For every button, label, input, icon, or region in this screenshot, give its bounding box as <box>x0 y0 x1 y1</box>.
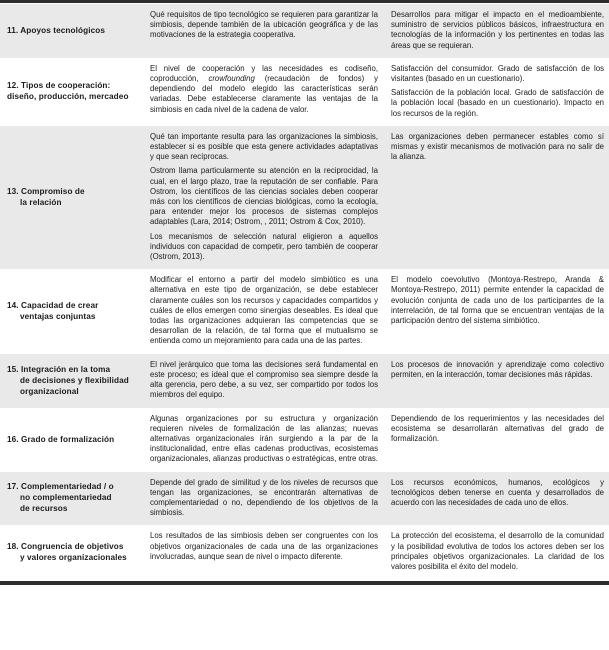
text-segment: El nivel jerárquico que toma las decisiones será fundamental en este proceso; es ideal que el compromiso sea siempre desde la alta gerencia, pero debe, a su vez, ser compartido por todos los miembros del equipo. <box>150 359 378 400</box>
criteria-table <box>0 4 609 579</box>
description-paragraph <box>150 531 378 562</box>
indicator-paragraph <box>391 10 604 51</box>
row-indicators-cell <box>383 525 609 579</box>
table-row-11-apoyos-tecnologicos <box>0 4 609 58</box>
text-segment: Los resultados de las simbiosis deben ser congruentes con los objetivos organizacionales de cada una de las organizaciones involucradas, aunque sean de nivel o impacto diferente. <box>150 531 378 561</box>
row-label-cell <box>0 126 145 269</box>
text-segment: Satisfacción del consumidor. Grado de satisfacción de los visitantes (basado en un cuestionario). <box>391 63 604 84</box>
description-paragraph <box>150 478 378 519</box>
table-row-15-integracion-en-la-toma-de-decisiones <box>0 354 609 408</box>
row-label-cell <box>0 354 145 408</box>
text-segment: Los mecanismos de selección natural eligieron a aquellos individuos con capacidad de competir, pero también de cooperar (Ostrom, 2013). <box>150 231 378 262</box>
row-label-line: de recursos <box>20 504 68 514</box>
row-indicators-cell <box>383 58 609 126</box>
text-segment: Desarrollos para mitigar el impacto en el medioambiente, suministro de servicios públicos básicos, infraestructura en tecnologías de la información y los pertinentes en todas las áreas que se requieran. <box>391 10 604 50</box>
table-row-17-complementariedad-de-recursos <box>0 472 609 526</box>
table-row-13-compromiso-de-la-relacion <box>0 126 609 269</box>
row-label-line: y valores organizacionales <box>20 552 127 562</box>
text-segment: Las organizaciones deben permanecer estables como sí mismas y existir mecanismos de motivación para no salir de la alianza. <box>391 131 604 162</box>
row-description-cell <box>145 408 383 472</box>
row-label-line: no complementariedad <box>20 493 112 503</box>
text-segment: (recaudación de fondos) y dependiendo del modelo elegido las características serán variadas. Debe establecerse claramente las ventajas de la simbiosis en cada nivel de la cadena de valor. <box>150 74 378 114</box>
table-top-rule <box>0 0 609 3</box>
description-paragraph <box>150 232 378 263</box>
text-segment: Ostrom llama particularmente su atención en la reciprocidad, la cual, en el largo plazo, trae la reputación de ser confiable. Para Ostrom, los científicos de las ciencias sociales deben cooperar más con los científicos de ciencias biológicas, como la ecología, para entender mejor los procesos de sistemas complejos adaptables (Lara, 2014; Ostrom, , 2011; Ostrom & Cox, 2010). <box>150 166 378 227</box>
text-segment: Algunas organizaciones por su estructura y organización requieren niveles de formalización de las alianzas; nuevas alternativas organizacionales irán surgiendo a la par de la institucionalidad, entre ellas cadenas productivas, ecosistemas organizacionales, alianzas productivas o estratégicas, entre otras. <box>150 413 378 464</box>
row-label-cell <box>0 525 145 579</box>
description-paragraph <box>150 275 378 346</box>
italic-term: crowfounding <box>208 74 255 84</box>
row-label-line: 13. Compromiso de <box>7 187 85 197</box>
table-row-16-grado-de-formalizacion <box>0 408 609 472</box>
row-description-cell <box>145 58 383 126</box>
table-row-12-tipos-de-cooperacion <box>0 58 609 126</box>
row-indicators-cell <box>383 354 609 408</box>
indicator-paragraph <box>391 88 604 119</box>
row-indicators-cell <box>383 472 609 526</box>
row-indicators-cell <box>383 4 609 58</box>
row-label-line: de decisiones y flexibilidad <box>20 375 129 385</box>
text-segment: El nivel de cooperación y las necesidades es codiseño, coproducción, <box>150 63 378 84</box>
indicator-paragraph <box>391 132 604 163</box>
row-label-line: diseño, producción, mercadeo <box>7 92 129 102</box>
text-segment: Los procesos de innovación y aprendizaje como colectivo permiten, en la interacción, tomar decisiones más rápidas. <box>391 359 604 379</box>
row-label-line: 16. Grado de formalización <box>7 434 115 444</box>
row-description-cell <box>145 354 383 408</box>
description-paragraph <box>150 414 378 465</box>
text-segment: Qué tan importante resulta para las organizaciones la simbiosis, establecer si es posible que esta genere actividades adaptativas y que sean recíprocas. <box>150 131 378 162</box>
row-label-line: 15. Integración en la toma <box>7 364 111 374</box>
indicator-paragraph <box>391 360 604 380</box>
text-segment: Modificar el entorno a partir del modelo simbiótico es una alternativa en este tipo de organización, se debe establecer claramente cuáles son los recursos y capacidades compartidos y cuáles de ellos emergen como sinergias deseables. Es ideal que todas las organizaciones adquieran las competencias que se desarrollan de la relación, de tal forma que el mutualismo se entienda como un mejoramiento para cada una de las partes. <box>150 275 378 346</box>
row-indicators-cell <box>383 126 609 269</box>
row-description-cell <box>145 4 383 58</box>
row-label-cell <box>0 58 145 126</box>
description-paragraph <box>150 10 378 41</box>
row-label-cell <box>0 472 145 526</box>
row-label-line: organizacional <box>20 386 79 396</box>
text-segment: Qué requisitos de tipo tecnológico se requieren para garantizar la simbiosis, depende también de la ubicación geográfica y de las motivaciones de la estrategia cooperativa. <box>150 10 378 40</box>
description-paragraph <box>150 360 378 401</box>
row-label-line: 17. Complementariedad / o <box>7 482 114 492</box>
table-row-18-congruencia-de-objetivos <box>0 525 609 579</box>
indicator-paragraph <box>391 275 604 326</box>
text-segment: Depende del grado de similitud y de los niveles de recursos que tengan las organizaciones, se encontrarán alternativas de complementariedad o no, dependiendo de los objetivos de la simbiosis. <box>150 477 378 518</box>
row-label-line: 18. Congruencia de objetivos <box>7 541 124 551</box>
description-paragraph <box>150 132 378 163</box>
table-bottom-rule <box>0 581 609 585</box>
row-label-line: 11. Apoyos tecnológicos <box>7 25 105 35</box>
indicator-paragraph <box>391 64 604 84</box>
description-paragraph <box>150 64 378 115</box>
text-segment: Satisfacción de la población local. Grado de satisfacción de la población local (basado en un cuestionario). Impacto en los recursos de la región. <box>391 88 604 118</box>
row-description-cell <box>145 472 383 526</box>
row-indicators-cell <box>383 408 609 472</box>
text-segment: El modelo coevolutivo (Montoya-Restrepo, Aranda & Montoya-Restrepo, 2011) permite entender la capacidad de evolución conjunta de cada uno de los participantes de la interrelación, de tal forma que se encuentran ventajas de la participación dentro del sistema simbiótico. <box>391 275 604 326</box>
indicator-paragraph <box>391 531 604 572</box>
row-label-line: la relación <box>20 198 62 208</box>
row-description-cell <box>145 269 383 353</box>
row-indicators-cell <box>383 269 609 353</box>
description-paragraph <box>150 166 378 227</box>
row-label-line: 12. Tipos de cooperación: <box>7 81 111 91</box>
text-segment: La protección del ecosistema, el desarrollo de la comunidad y la posibilidad evolutiva de todos los actores deben ser los principales objetivos organizacionales. La claridad de los valores posibilita el éxito del modelo. <box>391 531 604 571</box>
row-label-line: 14. Capacidad de crear <box>7 300 99 310</box>
row-description-cell <box>145 525 383 579</box>
text-segment: Los recursos económicos, humanos, ecológicos y tecnológicos deben tenerse en cuenta y desarrollados de acuerdo con las necesidades de cada uno de ellos. <box>391 477 604 507</box>
text-segment: Dependiendo de los requerimientos y las necesidades del ecosistema se desarrollarán alternativas del grado de formalización. <box>391 413 604 443</box>
indicator-paragraph <box>391 478 604 509</box>
row-label-cell <box>0 408 145 472</box>
row-description-cell <box>145 126 383 269</box>
row-label-cell <box>0 269 145 353</box>
table-row-14-capacidad-de-crear-ventajas-conjuntas <box>0 269 609 353</box>
row-label-cell <box>0 4 145 58</box>
indicator-paragraph <box>391 414 604 445</box>
row-label-line: ventajas conjuntas <box>20 311 96 321</box>
